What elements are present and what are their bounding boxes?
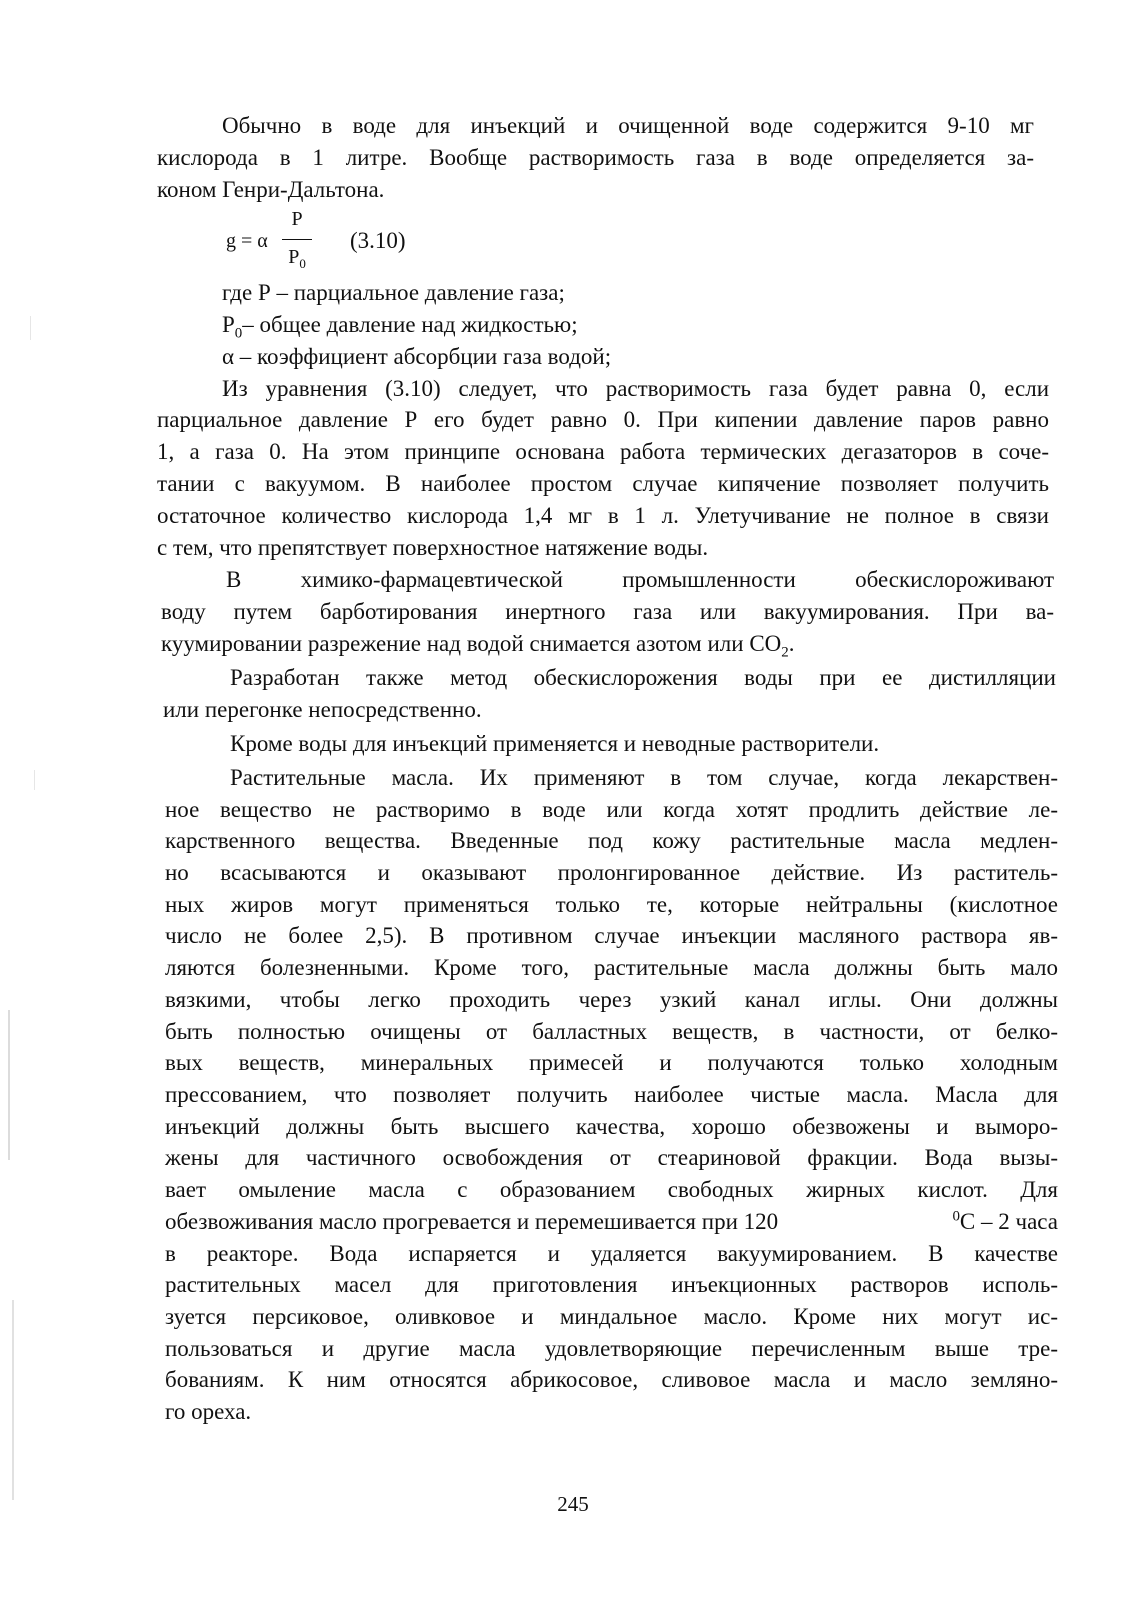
scan-margin-mark	[12, 1300, 14, 1500]
formula-lhs: g = α	[226, 230, 268, 252]
text-line: жены для частичного освобождения от стеариновой фракции. Вода вызы-	[165, 1145, 1058, 1170]
text-line: ное вещество не растворимо в воде или когда хотят продлить действие ле-	[165, 797, 1058, 822]
text-line: число не более 2,5). В противном случае инъекции масляного раствора яв-	[165, 923, 1058, 948]
text-line: вых веществ, минеральных примесей и получаются только холодным	[165, 1050, 1058, 1075]
page-number: 245	[557, 1492, 589, 1516]
scan-margin-mark	[8, 1010, 10, 1160]
text-line: ляются болезненными. Кроме того, растительные масла должны быть мало	[165, 955, 1058, 980]
formula-3-10	[226, 208, 466, 276]
text-line: прессованием, что позволяет получить наиболее чистые масла. Масла для	[165, 1082, 1058, 1107]
text-line: $Р_0-$ общее давление над жидкостью;	[222, 312, 578, 342]
text-line: α – коэффициент абсорбции газа водой;	[222, 344, 612, 369]
text-line: вязкими, чтобы легко проходить через узкий канал иглы. Они должны	[165, 987, 1058, 1012]
text-line: Обычно в воде для инъекций и очищенной воде содержится 9-10 мг	[222, 113, 1034, 138]
fraction-bar	[282, 239, 312, 240]
text-line: зуется персиковое, оливковое и миндальное масло. Кроме них могут ис-	[165, 1304, 1058, 1329]
text-line: Из уравнения (3.10) следует, что растворимость газа будет равна 0, если	[222, 376, 1049, 401]
text-line: тании с вакуумом. В наиболее простом случае кипячение позволяет получить	[157, 471, 1049, 496]
text-line: или перегонке непосредственно.	[163, 697, 482, 722]
text-line: коном Генри-Дальтона.	[157, 177, 385, 202]
scan-margin-mark	[30, 316, 31, 340]
text-line: го ореха.	[165, 1399, 252, 1424]
text-line: инъекций должны быть высшего качества, хорошо обезвожены и выморо-	[165, 1114, 1058, 1139]
text-line: воду путем барботирования инертного газа или вакуумирования. При ва-	[161, 599, 1054, 624]
text-line: вает омыление масла с образованием свободных жирных кислот. Для	[165, 1177, 1058, 1202]
text-line: Растительные масла. Их применяют в том случае, когда лекарствен-	[230, 765, 1058, 790]
text-line: 1, а газа 0. На этом принципе основана работа термических дегазаторов в соче-	[157, 439, 1049, 464]
text-line: Разработан также метод обескислорожения воды при ее дистилляции	[230, 665, 1056, 690]
text-line: в реакторе. Вода испаряется и удаляется вакуумированием. В качестве	[165, 1241, 1058, 1266]
text-line: кислорода в 1 литре. Вообще растворимость газа в воде определяется за-	[157, 145, 1034, 170]
text-line: но всасываются и оказывают пролонгированное действие. Из раститель-	[165, 860, 1058, 885]
text-line: куумировании разрежение над водой снимается азотом или $СО_2$.	[161, 631, 795, 661]
formula-denominator: $P_0$	[288, 246, 306, 271]
text-line: пользоваться и другие масла удовлетворяющие перечисленным выше тре-	[165, 1336, 1058, 1361]
text-line: парциальное давление Р его будет равно 0. При кипении давление паров равно	[157, 407, 1049, 432]
text-line: карственного вещества. Введенные под кожу растительные масла медлен-	[165, 828, 1058, 853]
text-line: остаточное количество кислорода 1,4 мг в 1 л. Улетучивание не полное в связи	[157, 503, 1049, 528]
text-line: где Р – парциальное давление газа;	[222, 280, 565, 305]
text-line: обезвоживания масло прогревается и перемешивается при 120 $^0$С – 2 часа	[165, 1208, 1058, 1234]
text-line: ных жиров могут применяться только те, которые нейтральны (кислотное	[165, 892, 1058, 917]
text-line: с тем, что препятствует поверхностное натяжение воды.	[157, 535, 709, 560]
text-line: бованиям. К ним относятся абрикосовое, сливовое масла и масло земляно-	[165, 1367, 1058, 1392]
text-line: растительных масел для приготовления инъекционных растворов исполь-	[165, 1272, 1058, 1297]
scan-margin-mark	[34, 770, 35, 790]
equation-number: (3.10)	[350, 228, 406, 253]
text-line: В химико-фармацевтической промышленности обескислороживают	[226, 567, 1054, 592]
formula-numerator: P	[291, 208, 303, 230]
text-line: быть полностью очищены от балластных веществ, в частности, от белко-	[165, 1019, 1058, 1044]
text-line: Кроме воды для инъекций применяется и неводные растворители.	[230, 731, 880, 756]
